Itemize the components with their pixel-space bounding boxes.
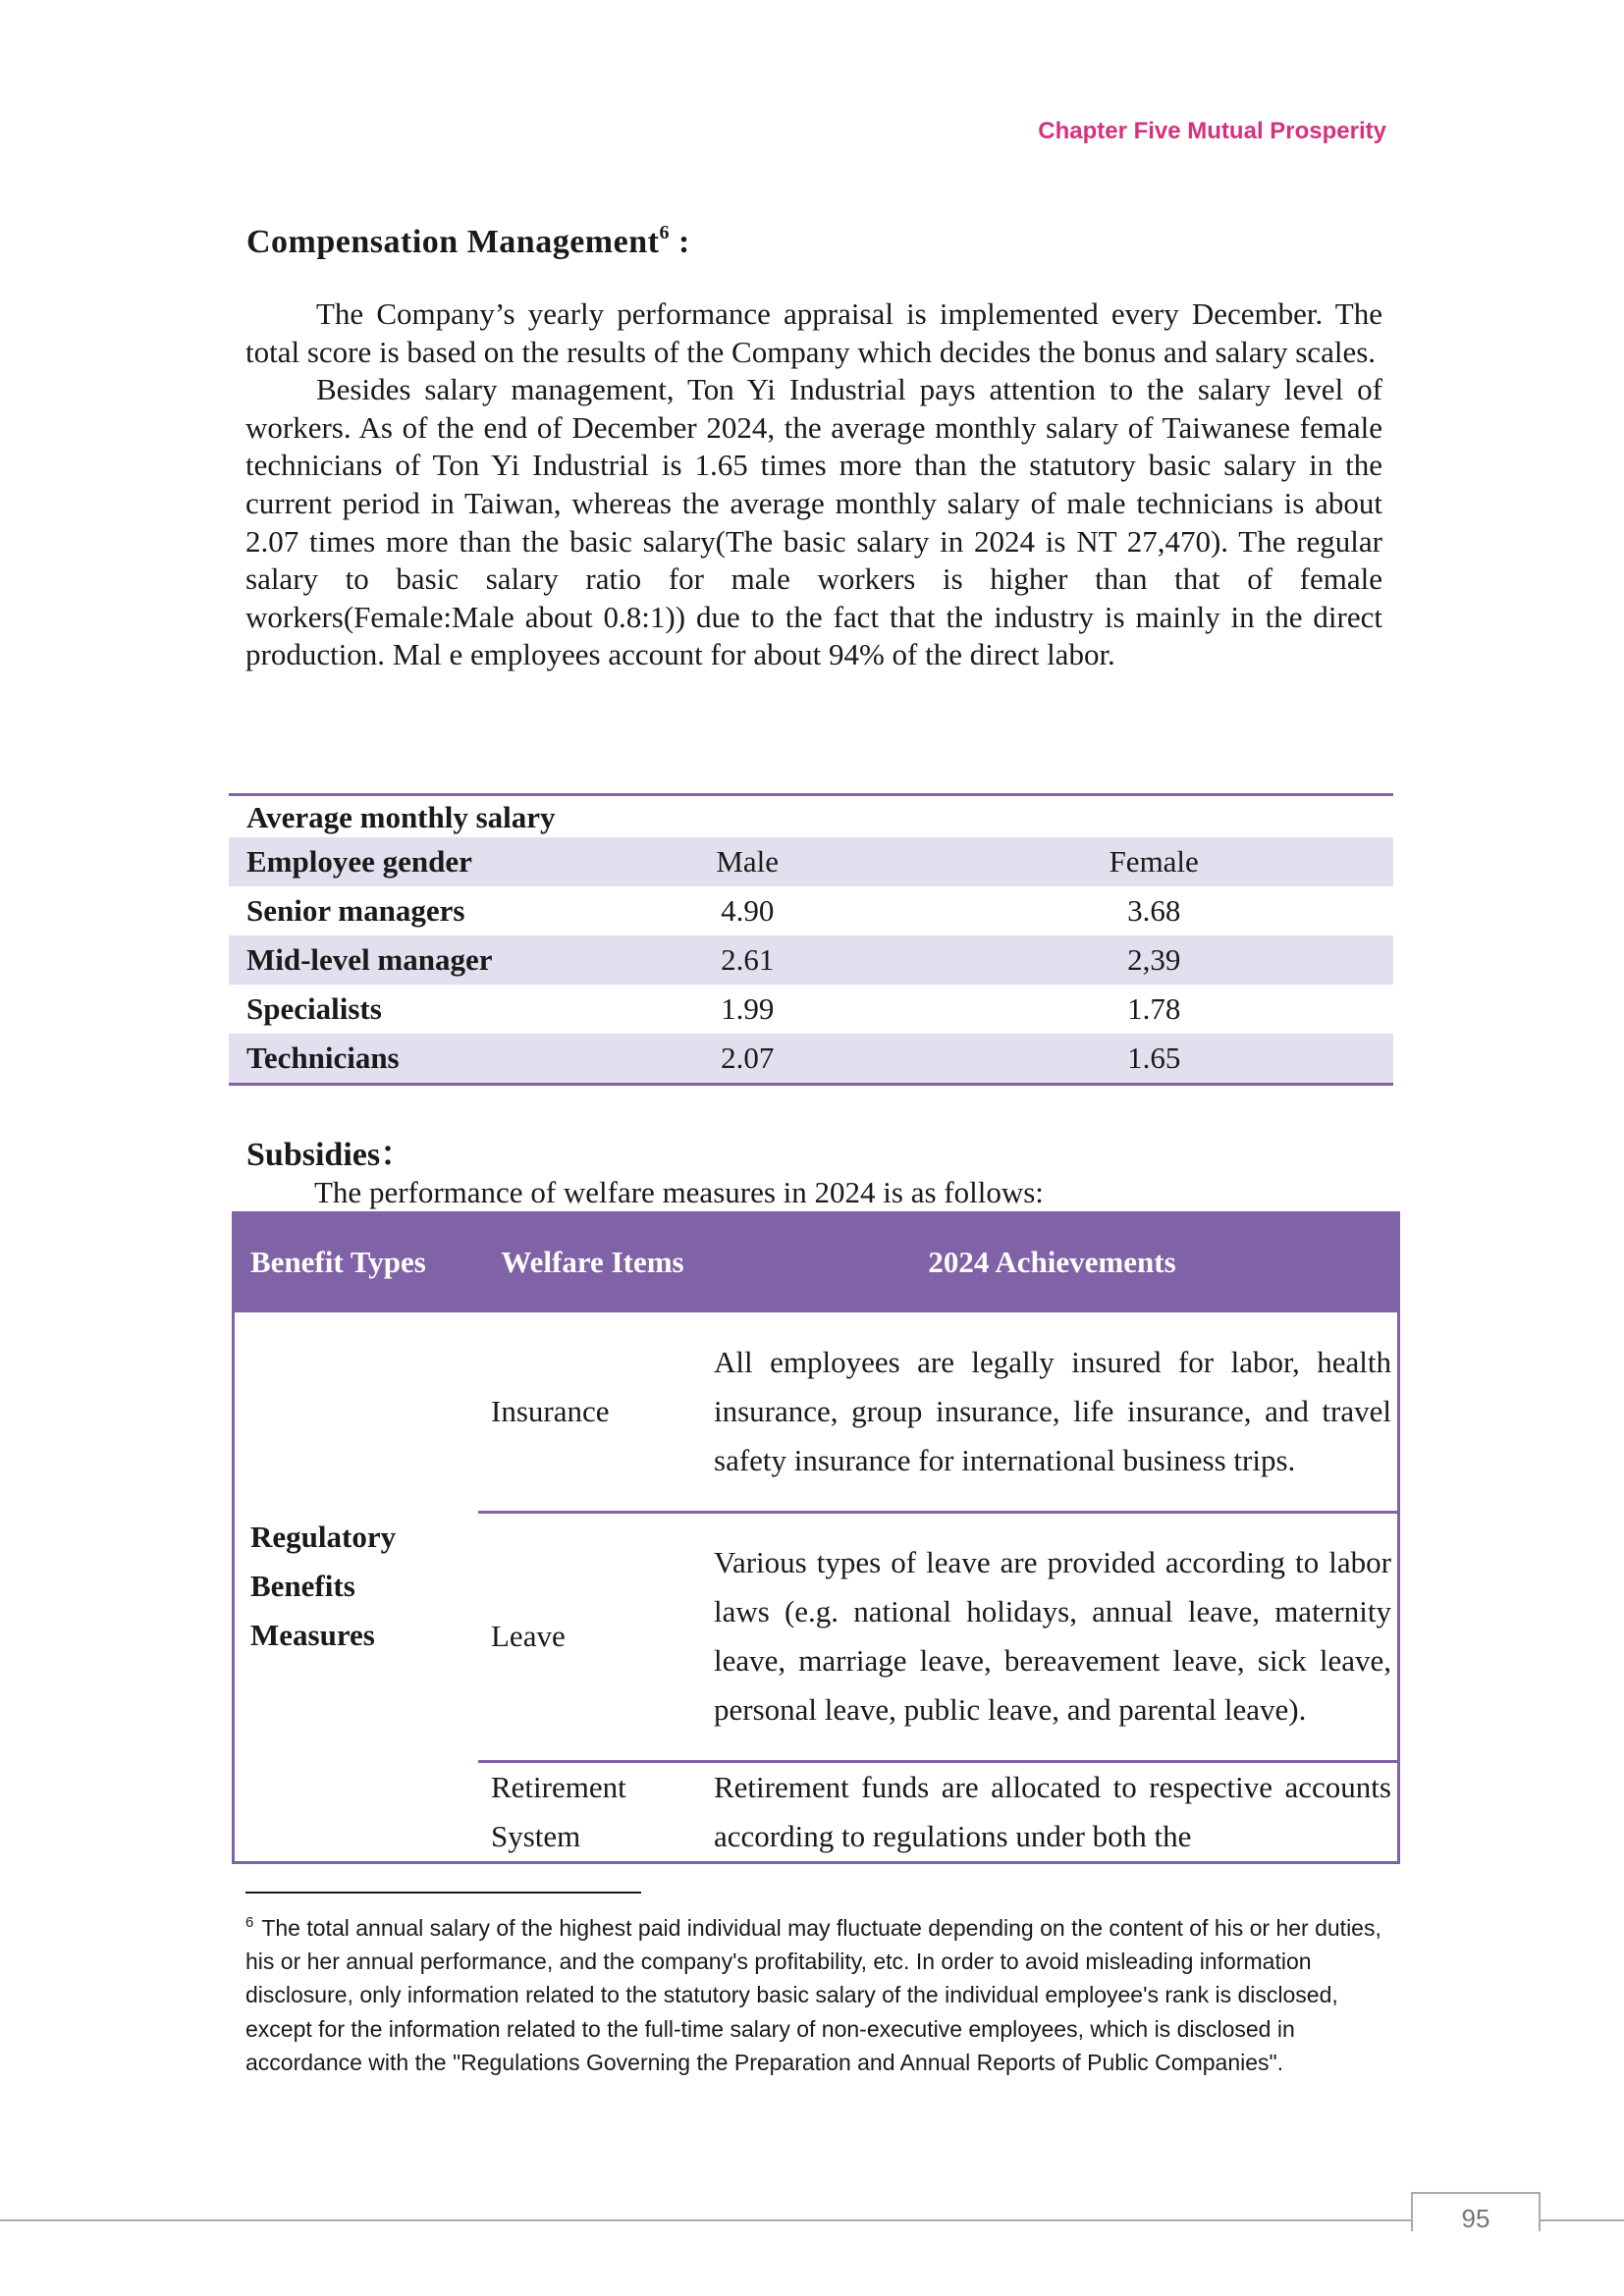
compensation-title-suffix: : [669,224,690,260]
compensation-heading [246,222,690,261]
row-label: Senior managers [246,893,465,928]
header-benefit-types: Benefit Types [234,1211,479,1312]
benefit-type-cell [234,1312,479,1862]
footnote-number: 6 [245,1914,254,1931]
male-value: 1.99 [721,991,775,1026]
welfare-achievement: Retirement funds are allocated to respective accounts according to regulations under both the [707,1761,1399,1862]
row-label: Technicians [229,1034,580,1085]
footer-rule-left [0,2219,1411,2221]
male-value: 2.61 [580,935,914,985]
footnote [245,1906,1384,2079]
salary-table [229,793,1393,1086]
salary-table-caption: Average monthly salary [229,795,1393,838]
paragraph-salary-level: Besides salary management, Ton Yi Industrial pays attention to the salary level of workers. As of the end of December 2024, the average monthly salary of Taiwanese female technicians of Ton Yi Industrial is 1.65 times more than the statutory basic salary in the current period in Taiwan, whereas the average monthly salary of male technicians is about 2.07 times more than the basic salary(The basic salary in 2024 is NT 27,470). The regular salary to basic salary ratio for male workers is higher than that of female workers(Female:Male about 0.8:1)) due to the fact that the industry is mainly in the direct production. Mal e employees account for about 94% of the direct labor. [245,372,1382,672]
footer-rule-right [1539,2219,1624,2221]
paragraph-appraisal: The Company’s yearly performance appraisal is implemented every December. The total score is based on the results of the Company which decides the bonus and salary scales. [245,296,1382,369]
row-label: Mid-level manager [229,935,580,985]
male-value: 4.90 [721,893,775,928]
welfare-achievement: Various types of leave are provided according to labor laws (e.g. national holidays, annual leave, maternity leave, marriage leave, bereavement leave, sick leave, personal leave, public leave, and parental leave). [707,1512,1399,1761]
table-row [229,886,1393,935]
table-row [229,935,1393,985]
female-value: 3.68 [1127,893,1181,928]
female-value: 1.78 [1127,991,1181,1026]
footnote-divider [245,1892,641,1894]
male-value: 2.07 [580,1034,914,1085]
benefit-type-label: Regulatory Benefits Measures [250,1520,397,1653]
welfare-item-label: Retirement System [491,1769,626,1853]
welfare-item [478,1761,707,1862]
subsidies-intro: The performance of welfare measures in 2024 is as follows: [314,1175,1044,1209]
row-label: Specialists [246,991,382,1026]
header-achievements: 2024 Achievements [707,1211,1399,1312]
subsidies-heading: Subsidies： [246,1137,414,1173]
compensation-body [245,295,1382,674]
compensation-title: Compensation Management [246,224,660,260]
female-value: 1.65 [914,1034,1393,1085]
footnote-text: The total annual salary of the highest paid individual may fluctuate depending on the content of his or her duties, his or her annual performance, and the company's profitability, etc. In order to avoid misleading information disclosure, only information related to the statutory basic salary of the individual employee's rank is disclosed, except for the information related to the full-time salary of non-executive employees, which is disclosed in accordance with the "Regulations Governing the Preparation and Annual Reports of Public Companies". [245,1915,1381,2075]
table-row [229,985,1393,1034]
table-row [229,1034,1393,1085]
header-welfare-items: Welfare Items [478,1211,707,1312]
welfare-item: Leave [478,1512,707,1761]
salary-header-male: Male [580,837,914,886]
welfare-item: Insurance [491,1393,610,1428]
welfare-header-row [234,1211,1399,1312]
salary-header-gender: Employee gender [229,837,580,886]
footnote-ref[interactable]: 6 [659,222,670,243]
salary-header-row [229,837,1393,886]
table-row [234,1312,1399,1512]
chapter-header: Chapter Five Mutual Prosperity [1038,118,1386,144]
welfare-table [232,1211,1400,1864]
welfare-achievement: All employees are legally insured for labor, health insurance, group insurance, life insurance, and travel safety insurance for international business trips. [714,1344,1391,1477]
female-value: 2,39 [914,935,1393,985]
salary-header-female: Female [914,837,1393,886]
page-number: 95 [1411,2192,1541,2231]
